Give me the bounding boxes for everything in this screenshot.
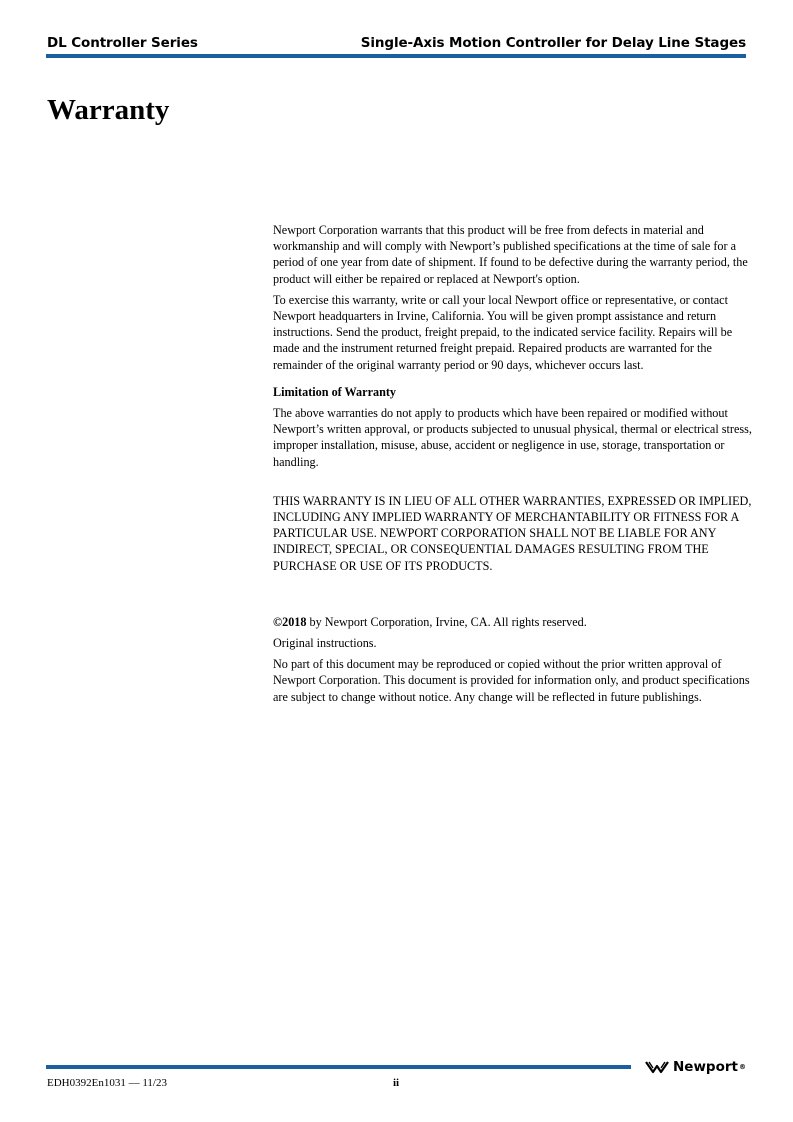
newport-logo-icon [644, 1060, 670, 1074]
copyright-line [273, 614, 753, 630]
reproduction-notice: No part of this document may be reproduced or copied without the prior written approval of Newport Corporation. This document is provided for information only, and product specifications are subject to change without notice. Any change will be reflected in future publishings. [273, 657, 750, 704]
disclaimer-paragraph: THIS WARRANTY IS IN LIEU OF ALL OTHER WARRANTIES, EXPRESSED OR IMPLIED, INCLUDING ANY IMPLIED WARRANTY OF MERCHANTABILITY OR FITNESS FOR A PARTICULAR USE. NEWPORT CORPORATION SHALL NOT BE LIABLE FOR ANY INDIRECT, SPECIAL, OR CONSEQUENTIAL DAMAGES RESULTING FROM THE PURCHASE OR USE OF ITS PRODUCTS. [273, 493, 752, 573]
warranty-paragraph-1: Newport Corporation warrants that this product will be free from defects in material and workmanship and will comply with Newport’s published specifications at the time of sale for a period of one year from date of shipment. If found to be defective during the warranty period, the product will either be repaired or replaced at Newport's option. [273, 223, 748, 286]
copyright-year: ©2018 [273, 614, 307, 629]
limitation-paragraph: The above warranties do not apply to products which have been repaired or modified without Newport’s written approval, or products subjected to unusual physical, thermal or electrical stress, improper installation, misuse, abuse, accident or negligence in use, storage, transportation or handling. [273, 406, 752, 469]
header-rule [46, 54, 746, 58]
limitation-heading: Limitation of Warranty [273, 384, 396, 399]
footer-doc-code: EDH0392En1031 — 11/23 [47, 1077, 167, 1089]
footer-rule [46, 1065, 631, 1069]
page-number: ii [393, 1077, 400, 1089]
page-title: Warranty [47, 94, 170, 126]
logo-registered-mark: ® [738, 1063, 746, 1071]
original-instructions: Original instructions. [273, 636, 377, 651]
copyright-text: by Newport Corporation, Irvine, CA. All rights reserved. [306, 614, 587, 629]
logo-text: Newport [673, 1059, 738, 1075]
newport-logo [644, 1058, 746, 1076]
warranty-body [273, 222, 753, 705]
warranty-paragraph-2: To exercise this warranty, write or call your local Newport office or representative, or contact Newport headquarters in Irvine, California. You will be given prompt assistance and return instructions. Send the product, freight prepaid, to the indicated service facility. Repairs will be made and the instrument returned freight prepaid. Repaired products are warranted for the remainder of the original warranty period or 90 days, whichever occurs last. [273, 292, 733, 372]
header-product-title: Single-Axis Motion Controller for Delay Line Stages [360, 35, 746, 51]
header-series-title: DL Controller Series [47, 35, 198, 51]
